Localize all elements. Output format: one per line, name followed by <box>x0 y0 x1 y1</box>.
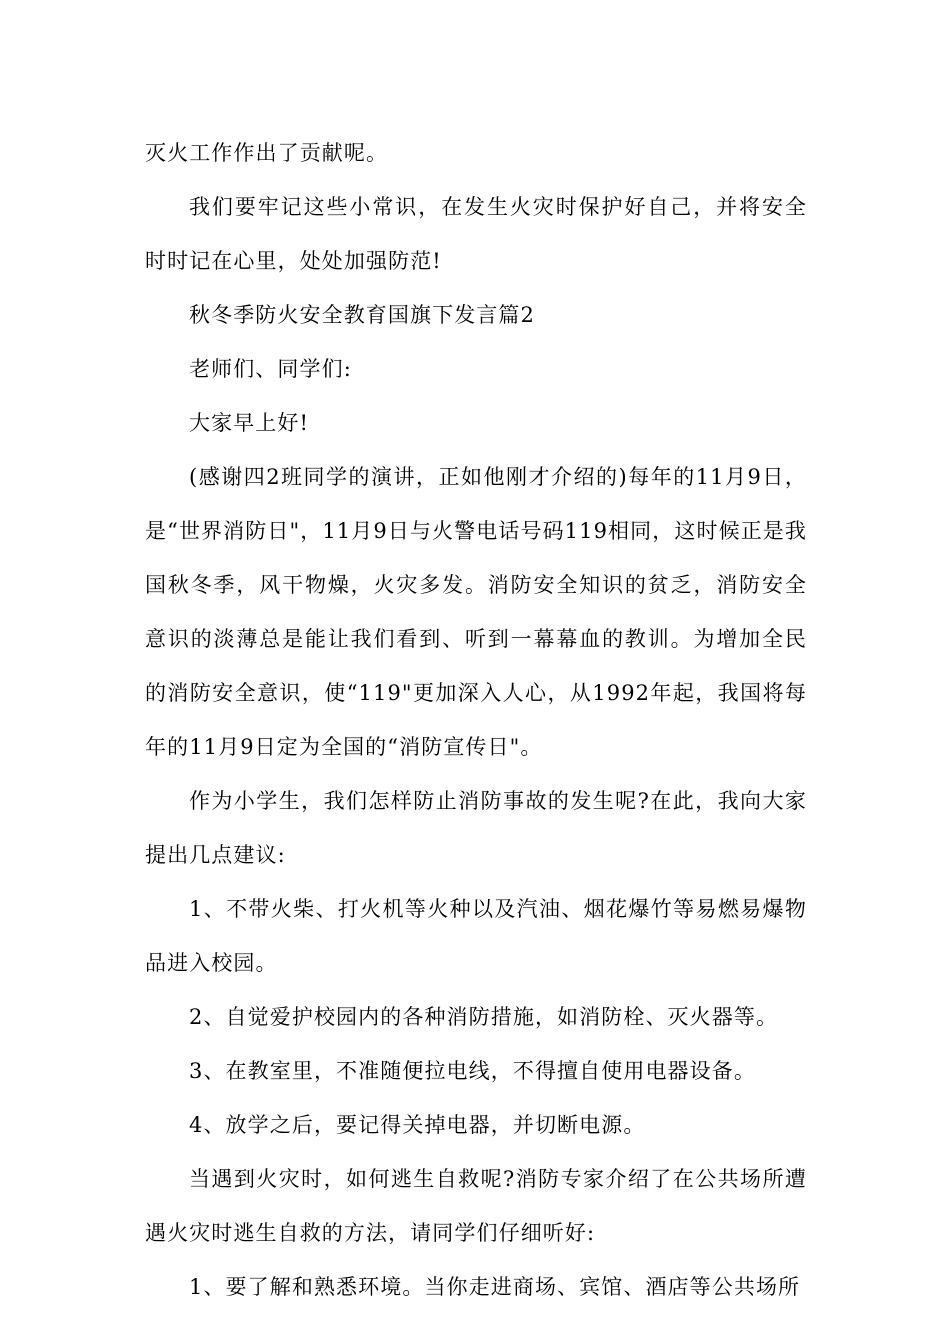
paragraph-escape: 当遇到火灾时，如何逃生自救呢?消防专家介绍了在公共场所遭遇火灾时逃生自救的方法，请同学们仔细听好: <box>145 1167 807 1245</box>
suggestion-item-1: 1、不带火柴、打火机等火种以及汽油、烟花爆竹等易燃易爆物品进入校园。 <box>145 897 807 975</box>
document-body <box>145 126 807 1314</box>
suggestion-item-3: 3、在教室里，不准随便拉电线，不得擅自使用电器设备。 <box>189 1059 756 1083</box>
greeting: 大家早上好! <box>189 411 310 435</box>
escape-item-1: 1、要了解和熟悉环境。当你走进商场、宾馆、酒店等公共场所 <box>189 1275 801 1299</box>
suggestion-item-4: 4、放学之后，要记得关掉电器，并切断电源。 <box>189 1113 646 1137</box>
paragraph-question: 作为小学生，我们怎样防止消防事故的发生呢?在此，我向大家提出几点建议: <box>145 789 807 867</box>
paragraph-continuation: 灭火工作作出了贡献呢。 <box>145 141 389 165</box>
paragraph-remember-tips: 我们要牢记这些小常识，在发生火灾时保护好自己，并将安全时时记在心里，处处加强防范! <box>145 195 807 273</box>
suggestion-item-2: 2、自觉爱护校园内的各种消防措施，如消防栓、灭火器等。 <box>189 1005 779 1029</box>
salutation: 老师们、同学们: <box>189 357 352 381</box>
speech-title: 秋冬季防火安全教育国旗下发言篇2 <box>189 303 535 327</box>
paragraph-intro: (感谢四2班同学的演讲，正如他刚才介绍的)每年的11月9日，是“世界消防日"，11月9日与火警电话号码119相同，这时候正是我国秋冬季，风干物燥，火灾多发。消防安全知识的贫乏，消防安全意识的淡薄总是能让我们看到、听到一幕幕血的教训。为增加全民的消防安全意识，使“119"更加深入人心，从1992年起，我国将每年的11月9日定为全国的“消防宣传日"。 <box>145 465 807 759</box>
